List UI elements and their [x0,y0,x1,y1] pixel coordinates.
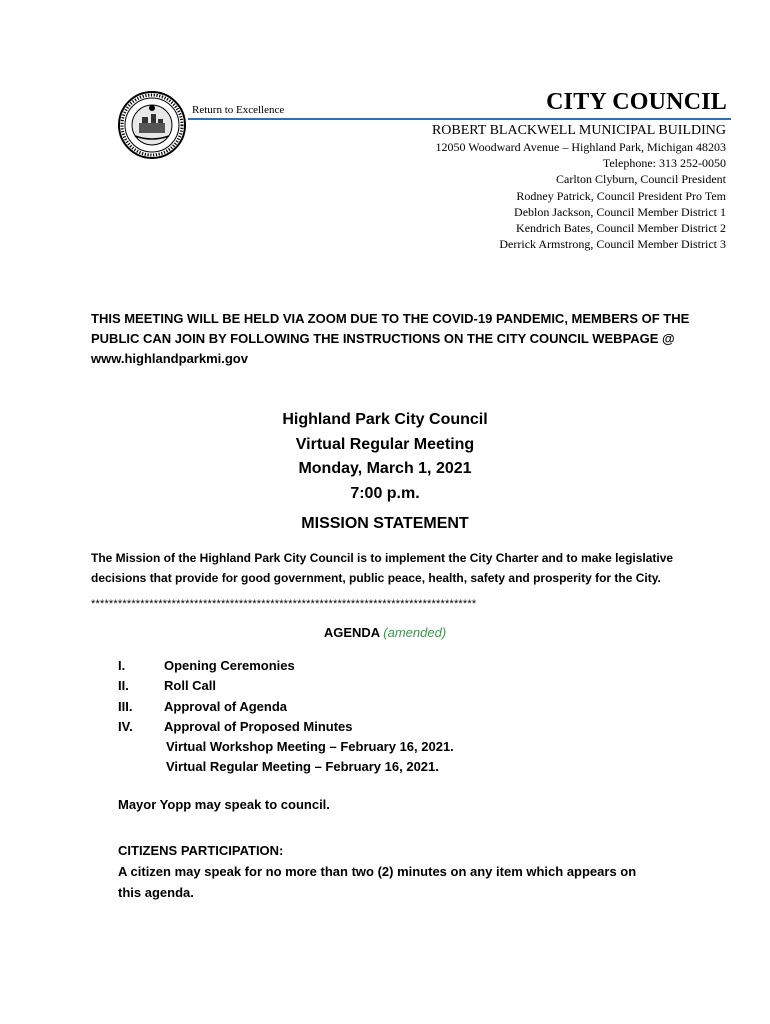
minutes-item: Virtual Regular Meeting – February 16, 2021. [166,759,439,775]
agenda-item-number: I. [118,658,126,673]
mayor-note: Mayor Yopp may speak to council. [118,797,330,812]
citizens-text: A citizen may speak for no more than two (2) minutes on any item which appears on [118,864,637,879]
notice-line: PUBLIC CAN JOIN BY FOLLOWING THE INSTRUCTIONS ON THE CITY COUNCIL WEBPAGE @ [91,331,675,346]
meeting-info [0,408,770,506]
notice-line: THIS MEETING WILL BE HELD VIA ZOOM DUE TO THE COVID-19 PANDEMIC, MEMBERS OF THE [91,311,690,326]
meeting-time: 7:00 p.m. [350,484,420,502]
covid-notice [91,309,701,369]
page-title: CITY COUNCIL [546,89,727,115]
citizens-participation [118,840,678,903]
agenda-item-number: IV. [118,718,133,734]
header-rule [188,118,731,120]
building-name: ROBERT BLACKWELL MUNICIPAL BUILDING [431,123,726,138]
council-member-line: Rodney Patrick, Council President Pro Tem [516,188,726,203]
mission-line: The Mission of the Highland Park City Council is to implement the City Charter and to make legislative [91,551,674,565]
amended-note: (amended) [383,625,447,640]
minutes-item: Virtual Workshop Meeting – February 16, 2021. [166,739,454,755]
agenda-item [118,717,454,737]
address-line: 12050 Woodward Avenue – Highland Park, Michigan 48203 [435,140,726,154]
city-seal-icon [117,90,187,160]
mission-statement [91,548,711,588]
agenda-item-label: Roll Call [164,678,217,694]
citizens-text: this agenda. [118,885,194,900]
council-member-line: Carlton Clyburn, Council President [556,172,726,187]
agenda-item-label: Approval of Agenda [164,698,288,714]
agenda-title [0,625,770,640]
council-member-line: Deblon Jackson, Council Member District 1 [514,204,726,219]
agenda-label: AGENDA [323,625,380,640]
council-member-line: Kendrich Bates, Council Member District 2 [516,221,726,236]
meeting-date: Monday, March 1, 2021 [298,460,472,477]
citizens-heading: CITIZENS PARTICIPATION: [118,843,284,858]
agenda-item-label: Opening Ceremonies [164,658,295,673]
meeting-body: Highland Park City Council [282,411,488,428]
mission-heading: MISSION STATEMENT [301,515,469,532]
council-member-line: Derrick Armstrong, Council Member District 3 [499,237,726,252]
tagline: Return to Excellence [192,104,285,116]
agenda-item [118,697,454,717]
agenda-item-label: Approval of Proposed Minutes [164,718,353,734]
header-address-block [432,122,726,252]
separator: ************************************************************************************** [91,598,477,610]
meeting-type: Virtual Regular Meeting [295,435,475,453]
agenda-list [118,656,454,778]
agenda-item-number: II. [118,678,129,694]
agenda-item [118,656,454,676]
mission-line: decisions that provide for good government, public peace, health, safety and prosperity for the City. [91,571,661,585]
agenda-item-number: III. [118,698,133,714]
telephone-line: Telephone: 313 252-0050 [602,156,726,171]
website-link[interactable]: www.highlandparkmi.gov [91,351,248,366]
agenda-item [118,676,454,696]
